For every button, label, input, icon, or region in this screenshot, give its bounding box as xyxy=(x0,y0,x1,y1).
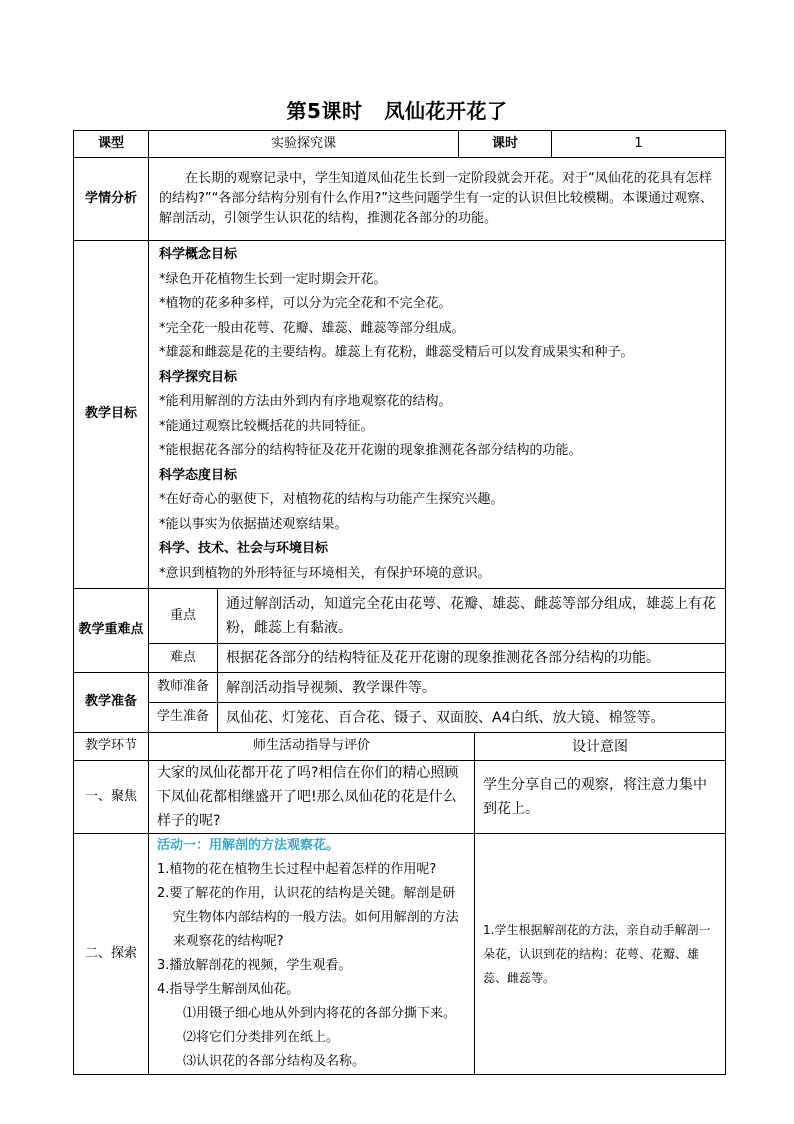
key-point-row xyxy=(74,589,726,644)
lesson-plan-table xyxy=(73,130,726,1075)
course-type-value: 实验探究课 xyxy=(149,131,459,158)
stage-name: 一、聚焦 xyxy=(74,761,149,834)
teacher-prep-text: 解剖活动指导视频、教学课件等。 xyxy=(218,673,726,703)
goal-item: *能以事实为依据描述观察结果。 xyxy=(159,516,348,532)
activity-step: 4.指导学生解剖凤仙花。 xyxy=(157,982,300,997)
lesson-number: 第5课时 xyxy=(286,99,363,123)
activity-header: 师生活动指导与评价 xyxy=(149,733,475,761)
difficult-point-row xyxy=(74,644,726,673)
key-point-label: 重点 xyxy=(149,589,218,644)
course-type-label: 课型 xyxy=(74,131,149,158)
activity-step: 3.播放解剖花的视频，学生观看。 xyxy=(157,958,352,973)
stage-row-focus xyxy=(74,761,726,834)
teacher-prep-label: 教师准备 xyxy=(149,673,218,703)
teacher-prep-row xyxy=(74,673,726,703)
goal-item: *完全花一般由花萼、花瓣、雄蕊、雌蕊等部分组成。 xyxy=(159,320,465,336)
key-point-text: 通过解剖活动，知道完全花由花萼、花瓣、雄蕊、雌蕊等部分组成，雄蕊上有花粉，雌蕊上有黏液。 xyxy=(218,589,726,644)
analysis-text: 在长期的观察记录中，学生知道凤仙花生长到一定阶段就会开花。对于“凤仙花的花具有怎样的结构?”“各部分结构分别有什么作用?”这些问题学生有一定的认识但比较模糊。本课通过观察、解剖活动，引领学生认识花的结构，推测花各部分的功能。 xyxy=(149,158,726,241)
stage-name: 二、探索 xyxy=(74,834,149,1075)
goals-row xyxy=(74,241,726,589)
goal-item: *能根据花各部分的结构特征及花开花谢的现象推测花各部分结构的功能。 xyxy=(159,443,582,458)
goal-item: *能利用解剖的方法由外到内有序地观察花的结构。 xyxy=(159,394,452,409)
stage-intent: 学生分享自己的观察，将注意力集中到花上。 xyxy=(475,761,726,834)
class-hours-value: 1 xyxy=(552,131,726,158)
goal-item: *意识到植物的外形特征与环境相关，有保护环境的意识。 xyxy=(159,565,491,581)
goal-item: *绿色开花植物生长到一定时期会开花。 xyxy=(159,271,387,287)
class-hours-label: 课时 xyxy=(459,131,552,158)
stage-row-explore xyxy=(74,834,726,1075)
activity-step: 1.植物的花在植物生长过程中起着怎样的作用呢? xyxy=(157,862,437,877)
course-type-row xyxy=(74,131,726,158)
goals-label: 教学目标 xyxy=(74,241,149,589)
goal-heading: 科学、技术、社会与环境目标 xyxy=(159,541,329,556)
goal-item: *能通过观察比较概括花的共同特征。 xyxy=(159,418,374,434)
goal-heading: 科学概念目标 xyxy=(159,247,238,262)
page-title xyxy=(0,95,794,124)
analysis-row xyxy=(74,158,726,241)
difficult-point-text: 根据花各部分的结构特征及花开花谢的现象推测花各部分结构的功能。 xyxy=(218,644,726,673)
stage-header: 教学环节 xyxy=(74,733,149,761)
stage-activity xyxy=(149,834,475,1075)
stage-activity: 大家的凤仙花都开花了吗?相信在你们的精心照顾下凤仙花都相继盛开了吧!那么凤仙花的花是什么样子的呢? xyxy=(149,761,475,834)
stage-intent: 1.学生根据解剖花的方法，亲自动手解剖一朵花，认识到花的结构：花萼、花瓣、雄蕊、雌蕊等。 xyxy=(475,834,726,1075)
goal-item: *植物的花多种多样，可以分为完全花和不完全花。 xyxy=(159,296,452,311)
student-prep-text: 凤仙花、灯笼花、百合花、镊子、双面胶、A4白纸、放大镜、棉签等。 xyxy=(218,703,726,733)
goal-heading: 科学态度目标 xyxy=(159,467,238,483)
goal-item: *雄蕊和雌蕊是花的主要结构。雄蕊上有花粉，雌蕊受精后可以发育成果实和种子。 xyxy=(159,345,634,360)
goal-heading: 科学探究目标 xyxy=(159,369,238,385)
activity-sub-step: ⑵将它们分类排列在纸上。 xyxy=(183,1030,340,1045)
goal-item: *在好奇心的驱使下，对植物花的结构与功能产生探究兴趣。 xyxy=(159,492,504,507)
intent-header: 设计意图 xyxy=(475,733,726,761)
difficult-point-label: 难点 xyxy=(149,644,218,673)
preparation-label: 教学准备 xyxy=(74,673,149,733)
activity-sub-step: ⑴用镊子细心地从外到内将花的各部分撕下来。 xyxy=(183,1006,457,1021)
process-header-row xyxy=(74,733,726,761)
activity-title: 活动一：用解剖的方法观察花。 xyxy=(157,838,340,853)
key-points-label: 教学重难点 xyxy=(74,589,149,673)
student-prep-row xyxy=(74,703,726,733)
analysis-label: 学情分析 xyxy=(74,158,149,241)
activity-step: 2.要了解花的作用，认识花的结构是关键。解剖是研究生物体内部结构的一般方法。如何用解剖的方法来观察花的结构呢? xyxy=(157,886,459,949)
lesson-title: 凤仙花开花了 xyxy=(384,99,508,123)
student-prep-label: 学生准备 xyxy=(149,703,218,733)
activity-sub-step: ⑶认识花的各部分结构及名称。 xyxy=(183,1054,366,1069)
goals-content xyxy=(149,241,726,589)
